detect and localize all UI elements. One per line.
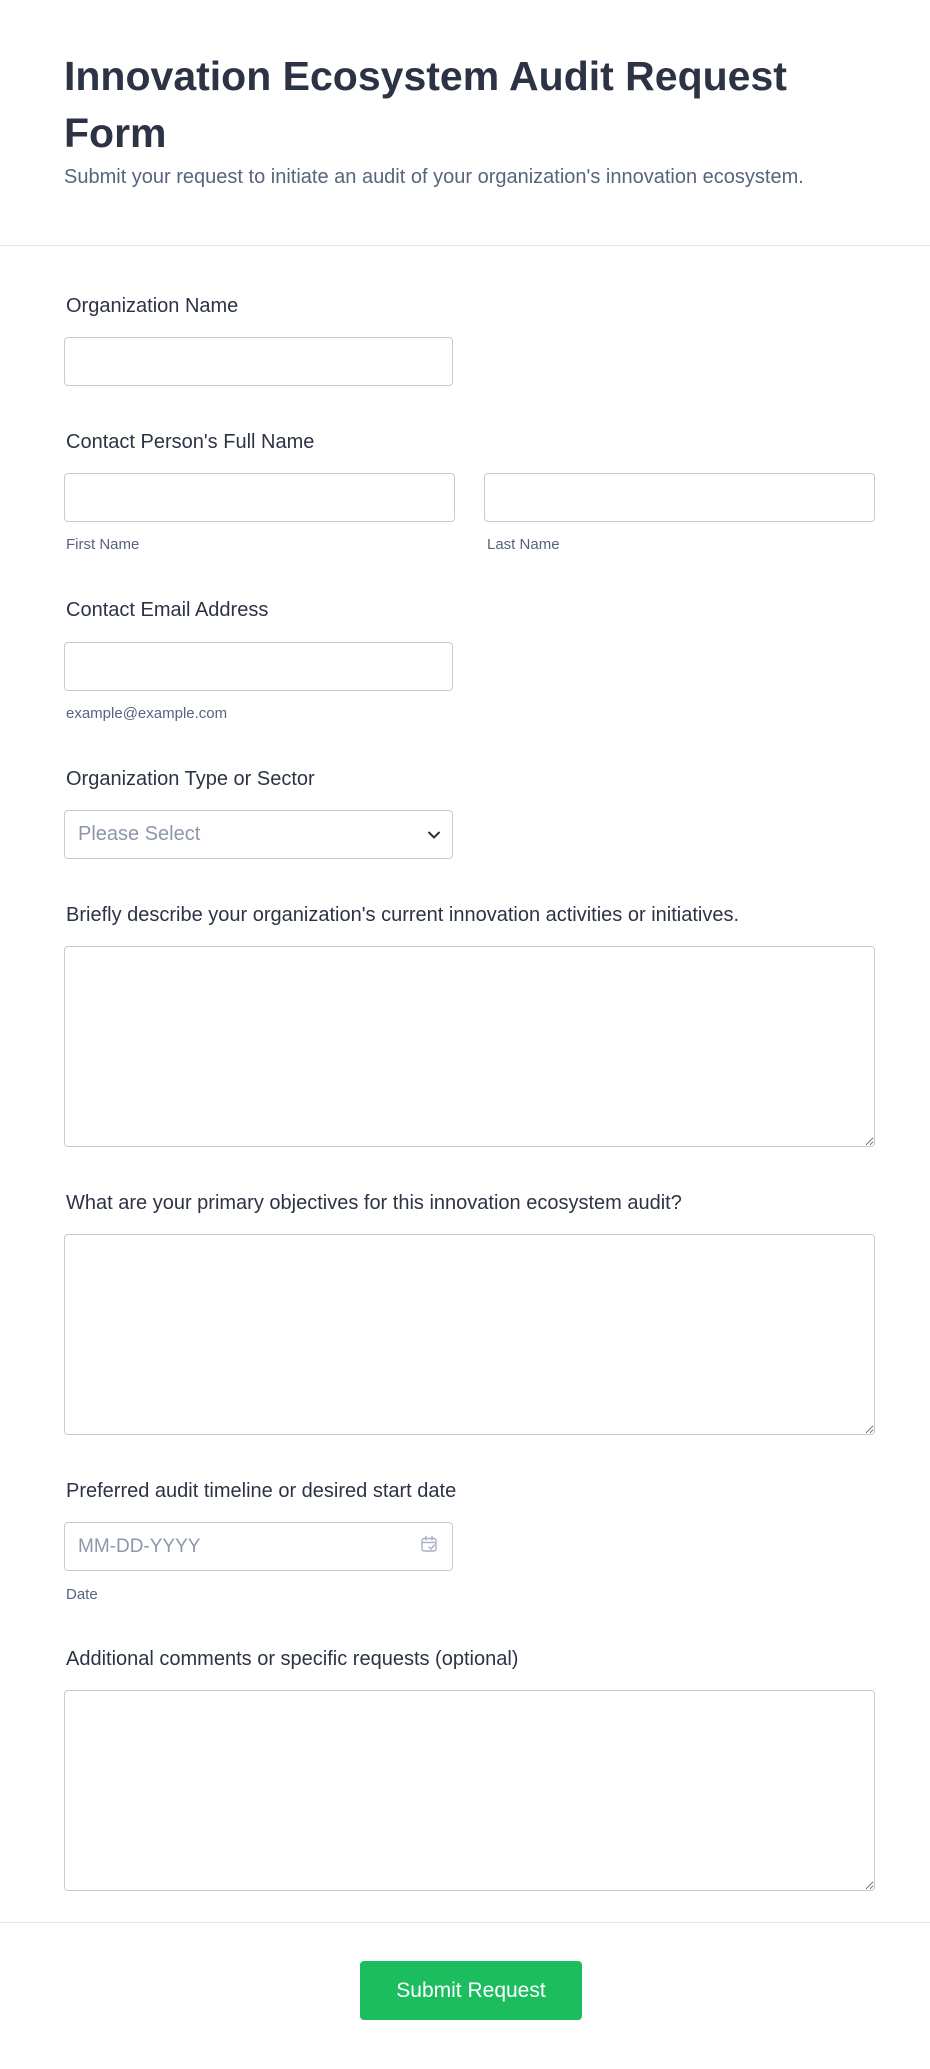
- comments-label: Additional comments or specific requests (optional): [66, 1648, 519, 1670]
- org-name-label: Organization Name: [66, 295, 239, 317]
- email-input[interactable]: [64, 642, 453, 691]
- last-name-sublabel: Last Name: [487, 536, 560, 553]
- calendar-icon[interactable]: [420, 1535, 438, 1553]
- org-name-input[interactable]: [64, 337, 453, 386]
- footer-divider: [0, 1922, 930, 1923]
- activities-label: Briefly describe your organization's current innovation activities or initiatives.: [66, 904, 740, 926]
- page-title: Innovation Ecosystem Audit Request Form: [64, 53, 787, 156]
- org-type-select[interactable]: [64, 810, 453, 859]
- form-header: [0, 0, 930, 246]
- contact-name-label: Contact Person's Full Name: [66, 431, 315, 453]
- timeline-label: Preferred audit timeline or desired start date: [66, 1480, 457, 1502]
- org-type-placeholder: Please Select: [78, 823, 201, 845]
- date-sublabel: Date: [66, 1586, 98, 1603]
- email-sublabel: example@example.com: [66, 705, 228, 722]
- submit-button[interactable]: Submit Request: [360, 1961, 582, 2020]
- org-type-label: Organization Type or Sector: [66, 768, 315, 790]
- activities-textarea[interactable]: [64, 946, 875, 1147]
- first-name-sublabel: First Name: [66, 536, 140, 553]
- first-name-input[interactable]: [64, 473, 455, 522]
- email-label: Contact Email Address: [66, 599, 269, 621]
- chevron-down-icon: [426, 827, 442, 843]
- date-input[interactable]: [64, 1522, 453, 1571]
- page-subtitle: Submit your request to initiate an audit of your organization's innovation ecosystem.: [64, 166, 804, 188]
- comments-textarea[interactable]: [64, 1690, 875, 1891]
- objectives-label: What are your primary objectives for this innovation ecosystem audit?: [66, 1192, 682, 1214]
- objectives-textarea[interactable]: [64, 1234, 875, 1435]
- last-name-input[interactable]: [484, 473, 875, 522]
